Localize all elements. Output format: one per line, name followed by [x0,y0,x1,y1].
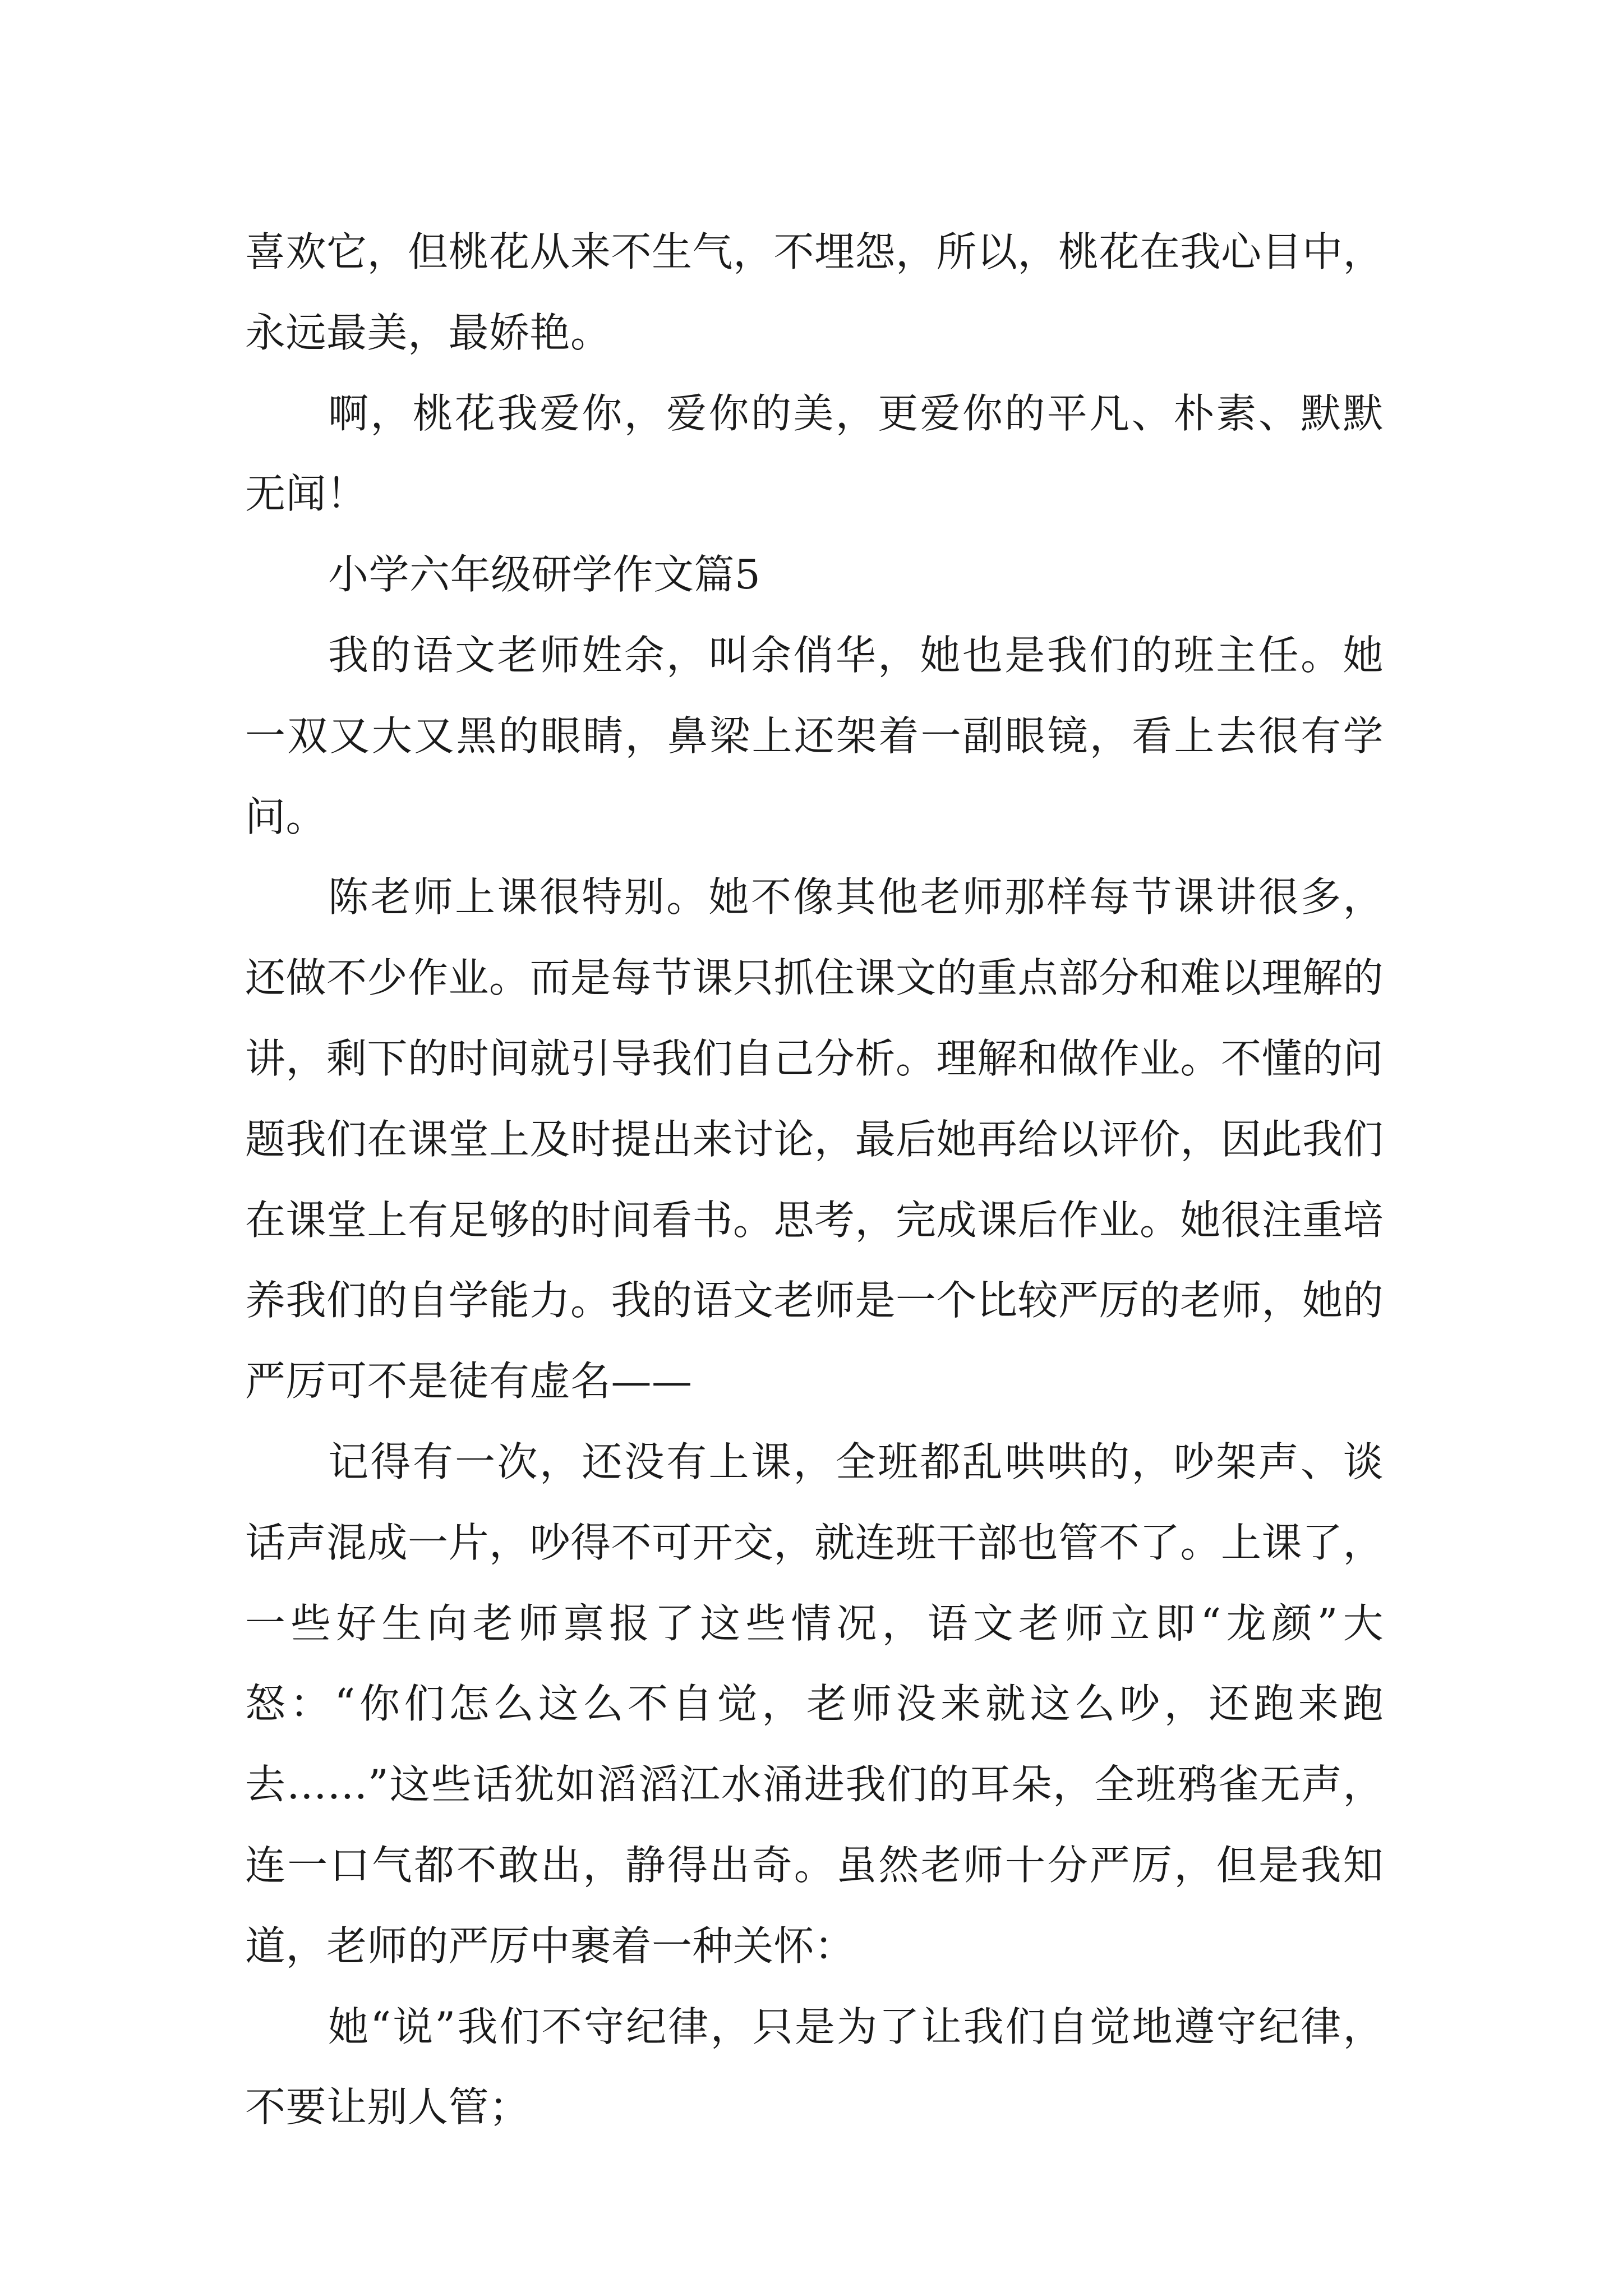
paragraph-peach-love: 啊，桃花我爱你，爱你的美，更爱你的平凡、朴素、默默无闻！ [245,389,1384,518]
document-body [245,212,1384,2148]
paragraph-discipline: 她“说”我们不守纪律，只是为了让我们自觉地遵守纪律，不要让别人管； [245,2003,1384,2131]
paragraph-teacher-class: 陈老师上课很特别。她不像其他老师那样每节课讲很多，还做不少作业。而是每节课只抓住课文的重点部分和难以理解的讲，剩下的时间就引导我们自己分析。理解和做作业。不懂的问题我们在课堂上及时提出来讨论，最后她再给以评价，因此我们在课堂上有足够的时间看书。思考，完成课后作业。她很注重培养我们的自学能力。我的语文老师是一个比较严厉的老师，她的严厉可不是徒有虚名—— [245,873,1384,1405]
paragraph-teacher-intro: 我的语文老师姓余，叫余俏华，她也是我们的班主任。她一双又大又黑的眼睛，鼻梁上还架着一副眼镜，看上去很有学问。 [245,631,1384,840]
paragraph-class-incident: 记得有一次，还没有上课，全班都乱哄哄的，吵架声、谈话声混成一片，吵得不可开交，就连班干部也管不了。上课了，一些好生向老师禀报了这些情况，语文老师立即“龙颜”大怒：“你们怎么这么不自觉，老师没来就这么吵，还跑来跑去……”这些话犹如滔滔江水涌进我们的耳朵，全班鸦雀无声，连一口气都不敢出，静得出奇。虽然老师十分严厉，但是我知道，老师的严厉中裹着一种关怀： [245,1438,1384,1970]
section-heading: 小学六年级研学作文篇5 [328,551,761,599]
paragraph-peach-end: 喜欢它，但桃花从来不生气，不埋怨，所以，桃花在我心目中，永远最美，最娇艳。 [245,228,1384,356]
